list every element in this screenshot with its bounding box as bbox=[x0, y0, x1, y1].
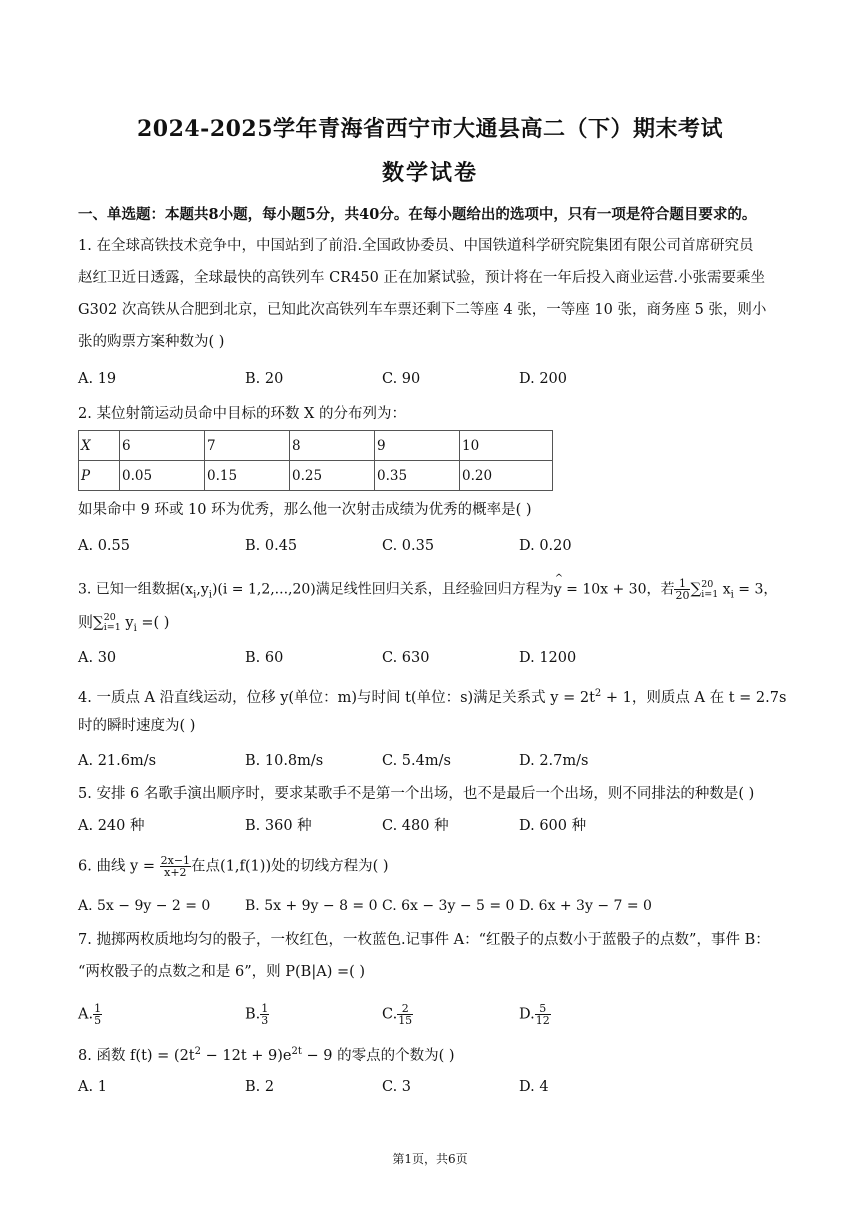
q6-fraction bbox=[160, 855, 191, 878]
q3-sub: i bbox=[730, 589, 734, 601]
fraction-numerator: 5 bbox=[535, 1003, 551, 1015]
q6-option-b: B. 5x + 9y − 8 = 0 bbox=[245, 898, 378, 914]
q5-option-c: C. 480 种 bbox=[382, 818, 449, 834]
q4-option-a: A. 21.6m/s bbox=[78, 753, 157, 769]
q1-option-c: C. 90 bbox=[382, 371, 421, 387]
fraction-denominator: 3 bbox=[261, 1014, 269, 1027]
q4-text: + 1，则质点 A 在 t = 2.7s bbox=[601, 689, 787, 706]
q4-sup: 2 bbox=[594, 688, 602, 699]
option-fraction bbox=[535, 1003, 551, 1026]
table-cell: 0.05 bbox=[120, 461, 205, 491]
q2-option-c: C. 0.35 bbox=[382, 538, 435, 554]
q7-option-c bbox=[382, 1003, 413, 1026]
q1-option-d: D. 200 bbox=[519, 371, 568, 387]
exam-title: 2024-2025学年青海省西宁市大通县高二（下）期末考试 bbox=[136, 116, 724, 142]
fraction-numerator: 1 bbox=[94, 1002, 102, 1015]
option-fraction bbox=[260, 1003, 269, 1026]
table-cell: 0.20 bbox=[460, 461, 553, 491]
q1-line-1: 1. 在全球高铁技术竞争中，中国站到了前沿.全国政协委员、中国铁道科学研究院集团有限公司首席研究员 bbox=[78, 238, 754, 254]
q4-option-d: D. 2.7m/s bbox=[519, 753, 589, 769]
q3-option-d: D. 1200 bbox=[519, 650, 577, 666]
table-row bbox=[79, 461, 553, 491]
q1-option-b: B. 20 bbox=[245, 371, 284, 387]
table-cell: 6 bbox=[120, 431, 205, 461]
distribution-table bbox=[78, 430, 553, 491]
fraction-denominator: x+2 bbox=[164, 866, 187, 879]
fraction-numerator: 2 bbox=[397, 1003, 413, 1015]
table-cell: 10 bbox=[460, 431, 553, 461]
q6-line-1 bbox=[78, 855, 790, 878]
sum-lower: i=1 bbox=[103, 622, 121, 633]
fraction-numerator: 2x−1 bbox=[160, 854, 191, 867]
q3-option-c: C. 630 bbox=[382, 650, 430, 666]
q3-text: x bbox=[718, 581, 731, 598]
q6-text: 6. 曲线 y = bbox=[78, 858, 160, 875]
q7-option-b bbox=[245, 1003, 269, 1026]
q8-option-a: A. 1 bbox=[78, 1079, 107, 1095]
q3-line-2 bbox=[78, 612, 790, 639]
option-label: B. bbox=[245, 1006, 261, 1023]
table-cell: 8 bbox=[290, 431, 375, 461]
table-cell: 0.15 bbox=[205, 461, 290, 491]
q1-line-4: 张的购票方案种数为( ) bbox=[78, 334, 225, 350]
option-label: D. bbox=[519, 1006, 535, 1023]
q3-options bbox=[78, 648, 790, 670]
q8-text: − 12t + 9)e bbox=[201, 1047, 292, 1064]
q8-sup: 2 bbox=[194, 1046, 202, 1057]
q8-option-c: C. 3 bbox=[382, 1079, 412, 1095]
q6-text: 在点(1,f(1))处的切线方程为( ) bbox=[191, 858, 389, 875]
q5-option-b: B. 360 种 bbox=[245, 818, 312, 834]
q3-option-a: A. 30 bbox=[78, 650, 117, 666]
q5-option-d: D. 600 种 bbox=[519, 818, 587, 834]
table-cell: 7 bbox=[205, 431, 290, 461]
fraction-denominator: 12 bbox=[535, 1014, 550, 1027]
option-fraction bbox=[93, 1003, 102, 1026]
table-cell: 9 bbox=[375, 431, 460, 461]
section-heading: 一、单选题：本题共8小题，每小题5分，共40分。在每小题给出的选项中，只有一项是符合题目要求的。 bbox=[78, 206, 757, 223]
fraction-numerator: 1 bbox=[261, 1002, 269, 1015]
q3-text: = 3， bbox=[733, 581, 778, 598]
sum-symbol: ∑ bbox=[690, 579, 702, 598]
q2-options bbox=[78, 536, 790, 558]
option-label: C. bbox=[382, 1006, 398, 1023]
q5-line-1: 5. 安排 6 名歌手演出顺序时，要求某歌手不是第一个出场，也不是最后一个出场，则不同排法的种数是( ) bbox=[78, 786, 755, 802]
q2-option-d: D. 0.20 bbox=[519, 538, 572, 554]
table-cell: 0.35 bbox=[375, 461, 460, 491]
fraction-denominator: 5 bbox=[94, 1014, 102, 1027]
q2-line-1: 2. 某位射箭运动员命中目标的环数 X 的分布列为： bbox=[78, 406, 406, 422]
q8-options bbox=[78, 1077, 790, 1099]
q6-options bbox=[78, 896, 790, 918]
sum-upper: 20 bbox=[103, 612, 116, 623]
q3-text: )(i = 1,2,...,20)满足线性回归关系，且经验回归方程为 bbox=[211, 581, 554, 598]
q4-text: 4. 一质点 A 沿直线运动，位移 y(单位：m)与时间 t(单位：s)满足关系式 y = 2t bbox=[78, 689, 595, 706]
q3-sub: i bbox=[208, 589, 212, 601]
q3-text: 3. 已知一组数据(x bbox=[78, 581, 194, 598]
q3-text: = 10x + 30，若 bbox=[561, 581, 675, 598]
q1-option-a: A. 19 bbox=[78, 371, 117, 387]
q3-y-hat: ^ y bbox=[554, 580, 562, 600]
sum-limits bbox=[701, 580, 718, 600]
q7-line-1: 7. 抛掷两枚质地均匀的骰子，一枚红色，一枚蓝色.记事件 A：“红骰子的点数小于蓝骰子的点数”，事件 B： bbox=[78, 932, 770, 948]
q8-text: 8. 函数 f(t) = (2t bbox=[78, 1047, 195, 1064]
table-cell: 0.25 bbox=[290, 461, 375, 491]
q7-option-d bbox=[519, 1003, 551, 1026]
q3-option-b: B. 60 bbox=[245, 650, 284, 666]
q1-options bbox=[78, 369, 790, 391]
q2-option-a: A. 0.55 bbox=[78, 538, 130, 554]
q8-line-1 bbox=[78, 1042, 790, 1066]
q7-line-2: “两枚骰子的点数之和是 6”，则 P(B|A) =( ) bbox=[78, 964, 366, 980]
fraction-denominator: 20 bbox=[675, 589, 690, 602]
q5-options bbox=[78, 816, 790, 838]
table-cell: P bbox=[79, 461, 120, 491]
q6-option-d: D. 6x + 3y − 7 = 0 bbox=[519, 898, 652, 914]
sum-upper: 20 bbox=[701, 578, 714, 590]
q3-line-1 bbox=[78, 578, 790, 605]
q4-option-c: C. 5.4m/s bbox=[382, 753, 451, 769]
q8-option-b: B. 2 bbox=[245, 1079, 275, 1095]
q5-option-a: A. 240 种 bbox=[78, 818, 145, 834]
q3-text: =( ) bbox=[136, 615, 170, 631]
sum-limits bbox=[104, 613, 121, 633]
q3-sub: i bbox=[133, 622, 137, 634]
table-row bbox=[79, 431, 553, 461]
q2-option-b: B. 0.45 bbox=[245, 538, 298, 554]
q3-sub: i bbox=[193, 589, 197, 601]
fraction-denominator: 15 bbox=[398, 1014, 413, 1027]
q6-option-a: A. 5x − 9y − 2 = 0 bbox=[78, 898, 211, 914]
q4-line-1 bbox=[78, 684, 790, 708]
fraction-numerator: 1 bbox=[674, 578, 690, 590]
exam-subtitle: 数学试卷 bbox=[381, 160, 478, 186]
q4-line-2: 时的瞬时速度为( ) bbox=[78, 718, 196, 734]
q6-option-c: C. 6x − 3y − 5 = 0 bbox=[382, 898, 515, 914]
q3-text: y bbox=[120, 615, 134, 631]
q1-line-3: G302 次高铁从合肥到北京，已知此次高铁列车车票还剩下二等座 4 张，一等座 10 张，商务座 5 张，则小 bbox=[78, 302, 767, 318]
q8-sup: 2t bbox=[291, 1046, 302, 1057]
q3-fraction bbox=[674, 578, 690, 601]
page-number: 第1页，共6页 bbox=[392, 1152, 468, 1166]
q3-text: 则∑ bbox=[78, 613, 104, 631]
q7-options bbox=[78, 1003, 790, 1033]
q8-option-d: D. 4 bbox=[519, 1079, 549, 1095]
option-label: A. bbox=[78, 1006, 94, 1023]
option-fraction bbox=[397, 1003, 413, 1026]
q1-line-2: 赵红卫近日透露，全球最快的高铁列车 CR450 正在加紧试验，预计将在一年后投入商业运营.小张需要乘坐 bbox=[78, 270, 766, 286]
q2-line-2: 如果命中 9 环或 10 环为优秀，那么他一次射击成绩为优秀的概率是( ) bbox=[78, 502, 532, 518]
q3-text: ,y bbox=[196, 581, 209, 598]
q7-option-a bbox=[78, 1003, 102, 1026]
q4-options bbox=[78, 751, 790, 773]
q4-option-b: B. 10.8m/s bbox=[245, 753, 324, 769]
table-cell: X bbox=[79, 431, 120, 461]
q8-text: − 9 的零点的个数为( ) bbox=[301, 1047, 455, 1064]
sum-lower: i=1 bbox=[701, 588, 719, 600]
